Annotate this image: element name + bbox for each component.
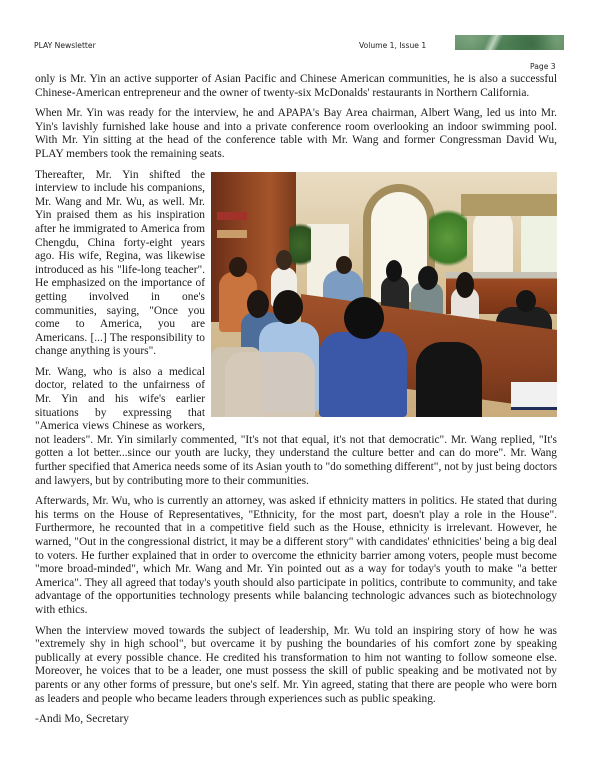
article-body <box>35 73 557 734</box>
article-paragraph: Mr. Wang, who is also a medical doctor, related to the unfairness of Mr. Yin and his wife's earlier situations by expressing that "America views Chinese as workers, not leaders". Mr. Yin similarly commented, "It's not that equal, it's not that democratic". Mr. Wang replied, "It's gotten a lot better...since our youth are lucky, they understand the culture better and can do more". Mr. Wang further specified that America needs some of its Asian youth to "do something different", not by just being doctors and lawyers, but by contributing more to their communities. <box>35 365 557 487</box>
interview-photo <box>211 172 557 417</box>
header-newsletter-title: PLAY Newsletter <box>34 41 96 50</box>
page-number: Page 3 <box>530 62 556 71</box>
article-paragraph: When the interview moved towards the subject of leadership, Mr. Wu told an inspiring story of how he was "extremely shy in high school", but overcame it by pushing the boundaries of his comfort zone by speaking publically at every possible chance. He credited his transformation to him not wanting to follow someone else. Moreover, he voices that to be a leader, one must possess the skill of public speaking and be motivated not by parents or any other forms of pressure, but one's self. Mr. Yin agreed, stating that there are people who were born as leaders and people who became leaders through experiences such as public speaking. <box>35 624 557 705</box>
header-banner-image <box>455 35 564 50</box>
article-paragraph: Afterwards, Mr. Wu, who is currently an attorney, was asked if ethnicity matters in politics. He stated that during his terms on the House of Representatives, "Ethnicity, for the most part, doesn't play a role in the House". Furthermore, he recounted that in a competitive field such as the House, ethnicity is irrelevant. However, he warned, "Out in the congressional district, it may be a different story" with candidates' ethnicities' being a big deal to voters. He further explained that in order to overcome the ethnicity barrier among voters, people must become "more broad-minded", which Mr. Wang and Mr. Yin pointed out as a way for today's youth to make "a better America". They all agreed that today's youth should also participate in politics, contribute to community, and take advantage of the opportunities technology presents while balancing technologic advances such as biotechnology with ethics. <box>35 495 557 616</box>
article-paragraph: only is Mr. Yin an active supporter of Asian Pacific and Chinese American communities, he is also a successful Chinese-American entrepreneur and the owner of twenty-six McDonalds' restaurants in Northern California. <box>35 73 557 99</box>
article-paragraph: When Mr. Yin was ready for the interview, he and APAPA's Bay Area chairman, Albert Wang, led us into Mr. Yin's lavishly furnished lake house and into a private conference room overlooking an indoor swimming pool. With Mr. Yin sitting at the head of the conference table with Mr. Wang and former Congressman David Wu, PLAY members took the remaining seats. <box>35 107 557 160</box>
header-issue: Volume 1, Issue 1 <box>359 41 427 50</box>
article-paragraph: Thereafter, Mr. Yin shifted the interview to include his companions, Mr. Wang and Mr. Wu, as well. Mr. Yin praised them as his inspiration after he immigrated to America from Chengdu, China forty-eight years ago. His wife, Regina, was likewise introduced as his "life-long teacher". He emphasized on the importance of getting involved in one's communities, saying, "Once you come to America, you are Americans. [...] The responsibility to change anything is yours". <box>35 168 205 358</box>
signature: -Andi Mo, Secretary <box>35 713 129 726</box>
